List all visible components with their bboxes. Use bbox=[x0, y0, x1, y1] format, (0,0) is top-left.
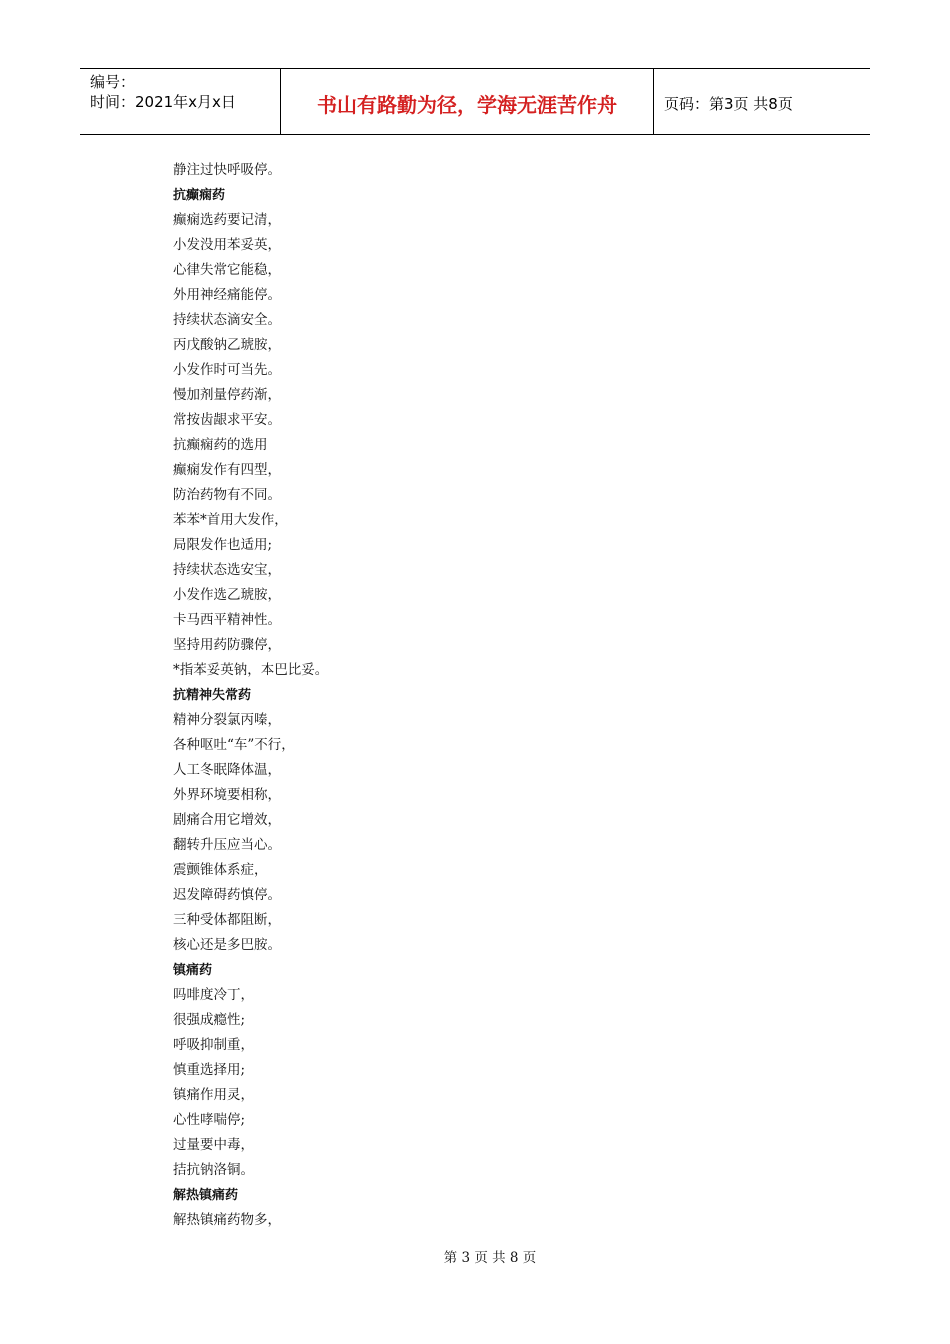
text-line: 核心还是多巴胺。 bbox=[173, 937, 281, 953]
text-line: 癫痫发作有四型， bbox=[173, 462, 281, 478]
text-line: 防治药物有不同。 bbox=[173, 487, 281, 503]
text-line: 解热镇痛药物多， bbox=[173, 1212, 281, 1228]
text-line: 精神分裂氯丙嗪， bbox=[173, 712, 281, 728]
document-number-label: 编号： bbox=[90, 73, 136, 91]
text-line: 坚持用药防骤停， bbox=[173, 637, 281, 653]
text-line: 三种受体都阻断， bbox=[173, 912, 281, 928]
text-line: 呼吸抑制重， bbox=[173, 1037, 254, 1053]
text-line: 剧痛合用它增效， bbox=[173, 812, 281, 828]
page-header bbox=[80, 68, 870, 135]
section-heading: 抗癫痫药 bbox=[173, 188, 226, 203]
text-line: 丙戊酸钠乙琥胺， bbox=[173, 337, 281, 353]
text-line: 苯苯*首用大发作， bbox=[173, 512, 288, 528]
text-line: 各种呕吐“车”不行， bbox=[173, 737, 295, 753]
text-line: 卡马西平精神性。 bbox=[173, 612, 281, 628]
text-line: 持续状态滴安全。 bbox=[173, 312, 281, 328]
text-line: 小发没用苯妥英， bbox=[173, 237, 281, 253]
text-line: 局限发作也适用; bbox=[173, 537, 273, 553]
text-line: 心律失常它能稳， bbox=[173, 262, 281, 278]
section-heading: 解热镇痛药 bbox=[173, 1188, 239, 1203]
text-line: 吗啡度冷丁， bbox=[173, 987, 254, 1003]
text-line: 拮抗钠洛铜。 bbox=[173, 1162, 254, 1178]
header-motto: 书山有路勤为径，学海无涯苦作舟 bbox=[281, 69, 654, 134]
text-line: 持续状态选安宝， bbox=[173, 562, 281, 578]
section-heading: 镇痛药 bbox=[173, 963, 213, 978]
text-line: 过量要中毒， bbox=[173, 1137, 254, 1153]
text-line: *指苯妥英钠，本巴比妥。 bbox=[173, 662, 329, 678]
document-time-label: 时间：2021年x月x日 bbox=[90, 93, 236, 111]
text-line: 镇痛作用灵， bbox=[173, 1087, 254, 1103]
section-heading: 抗精神失常药 bbox=[173, 688, 252, 703]
text-line: 抗癫痫药的选用 bbox=[173, 437, 268, 453]
text-line: 常按齿龈求平安。 bbox=[173, 412, 281, 428]
document-body bbox=[173, 158, 773, 1233]
text-line: 迟发障碍药慎停。 bbox=[173, 887, 281, 903]
text-line: 震颤锥体系症， bbox=[173, 862, 268, 878]
text-line: 静注过快呼吸停。 bbox=[173, 162, 281, 178]
text-line: 心性哮喘停; bbox=[173, 1112, 246, 1128]
header-meta bbox=[80, 69, 281, 134]
text-line: 外界环境要相称， bbox=[173, 787, 281, 803]
page-footer: 第 3 页 共 8 页 bbox=[443, 1250, 537, 1266]
text-line: 慢加剂量停药渐， bbox=[173, 387, 281, 403]
header-page-info: 页码：第3页 共8页 bbox=[664, 95, 793, 113]
text-line: 人工冬眠降体温， bbox=[173, 762, 281, 778]
text-line: 外用神经痛能停。 bbox=[173, 287, 281, 303]
text-line: 很强成瘾性; bbox=[173, 1012, 246, 1028]
text-line: 小发作选乙琥胺， bbox=[173, 587, 281, 603]
text-line: 慎重选择用; bbox=[173, 1062, 246, 1078]
text-line: 小发作时可当先。 bbox=[173, 362, 281, 378]
text-line: 癫痫选药要记清， bbox=[173, 212, 281, 228]
text-line: 翻转升压应当心。 bbox=[173, 837, 281, 853]
